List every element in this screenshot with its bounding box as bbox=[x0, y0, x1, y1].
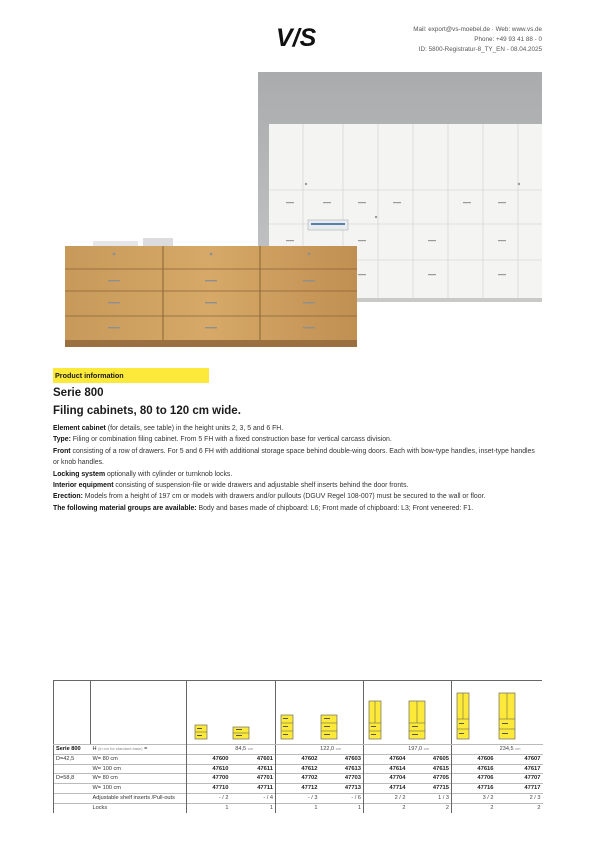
paragraph-interior: Interior equipment consisting of suspension-file or wide drawers and adjustable shelf inserts behind the door fronts. bbox=[53, 482, 409, 490]
product-code-cell: 47711 bbox=[231, 784, 276, 794]
contact-block bbox=[413, 25, 542, 55]
locks-cell: 1 bbox=[320, 803, 364, 812]
cabinet-2fh-100-icon bbox=[231, 719, 251, 741]
locks-cell: 2 bbox=[496, 803, 543, 812]
shelves-label-cell: Adjustable shelf inserts /Pull-outs bbox=[91, 793, 187, 803]
product-code-cell: 47617 bbox=[496, 764, 543, 774]
cabinet-3fh-100-icon bbox=[319, 711, 339, 741]
shelves-cell: 2 / 3 bbox=[496, 793, 543, 803]
paragraph-materials: The following material groups are available: Body and bases made of chipboard: L6; Front made of chipboard: L3; Front veneered: F1. bbox=[53, 504, 474, 512]
height-cell: 84,5 cm bbox=[187, 745, 276, 755]
cabinet-2fh-80-icon bbox=[193, 719, 209, 741]
shelves-cell: 2 / 2 bbox=[364, 793, 408, 803]
product-code-cell: 47603 bbox=[320, 754, 364, 764]
table-row bbox=[54, 784, 543, 794]
product-code-cell: 47716 bbox=[452, 784, 496, 794]
product-code-cell: 47715 bbox=[408, 784, 452, 794]
depth-group-cell bbox=[54, 784, 91, 794]
product-code-cell: 47605 bbox=[408, 754, 452, 764]
product-code-cell: 47706 bbox=[452, 774, 496, 784]
series-cell: Serie 800 bbox=[54, 745, 91, 755]
product-code-cell: 47702 bbox=[276, 774, 320, 784]
shelves-cell: - / 3 bbox=[276, 793, 320, 803]
product-code-cell: 47600 bbox=[187, 754, 231, 764]
shelves-cell: 3 / 2 bbox=[452, 793, 496, 803]
locks-cell: 1 bbox=[231, 803, 276, 812]
paragraph-element: Element cabinet (for details, see table) in the height units 2, 3, 5 and 6 FH. bbox=[53, 425, 284, 432]
height-label-cell: H (in cm for standard base) = bbox=[91, 745, 187, 755]
width-label-cell: W= 100 cm bbox=[91, 784, 187, 794]
locks-row bbox=[54, 803, 543, 812]
vs-logo bbox=[276, 24, 324, 50]
product-codes-table bbox=[53, 744, 543, 813]
product-code-cell: 47707 bbox=[496, 774, 543, 784]
product-code-cell: 47613 bbox=[320, 764, 364, 774]
product-code-cell: 47701 bbox=[231, 774, 276, 784]
svg-text:V/S: V/S bbox=[276, 24, 317, 50]
description bbox=[53, 423, 542, 514]
product-code-cell: 47712 bbox=[276, 784, 320, 794]
cabinet-5fh-100-icon bbox=[407, 697, 427, 741]
cabinet-6fh-100-icon bbox=[497, 689, 517, 741]
product-code-cell: 47610 bbox=[187, 764, 231, 774]
table-row bbox=[54, 764, 543, 774]
locks-cell: 1 bbox=[276, 803, 320, 812]
page-title: Filing cabinets, 80 to 120 cm wide. bbox=[53, 405, 241, 417]
product-code-cell: 47714 bbox=[364, 784, 408, 794]
contact-phone: Phone: +49 93 41 88 - 0 bbox=[474, 36, 542, 43]
paragraph-type: Type: Filing or combination filing cabinet. From 5 FH with a fixed construction base for vertical carcass division. bbox=[53, 436, 392, 444]
product-code-cell: 47705 bbox=[408, 774, 452, 784]
cabinet-5fh-80-icon bbox=[367, 697, 383, 741]
document-id: ID: 5800-Registratur-8_TY_EN - 08.04.2025 bbox=[418, 46, 542, 53]
product-code-cell: 47713 bbox=[320, 784, 364, 794]
product-photo bbox=[53, 72, 542, 357]
width-label-cell: W= 100 cm bbox=[91, 764, 187, 774]
height-row bbox=[54, 745, 543, 755]
shelves-cell: - / 4 bbox=[231, 793, 276, 803]
locks-label-cell: Locks bbox=[91, 803, 187, 812]
shelves-cell: 1 / 3 bbox=[408, 793, 452, 803]
product-code-cell: 47607 bbox=[496, 754, 543, 764]
depth-group-cell bbox=[54, 764, 91, 774]
product-code-cell: 47710 bbox=[187, 784, 231, 794]
height-cell: 234,5 cm bbox=[452, 745, 543, 755]
height-cell: 122,0 cm bbox=[276, 745, 364, 755]
paragraph-erection: Erection: Models from a height of 197 cm or models with drawers and/or pullouts (DGUV Regel 108-007) must be secured to the wall or floor. bbox=[53, 493, 486, 501]
product-code-cell: 47606 bbox=[452, 754, 496, 764]
product-code-cell: 47611 bbox=[231, 764, 276, 774]
product-code-cell: 47700 bbox=[187, 774, 231, 784]
cabinet-3fh-80-icon bbox=[279, 711, 295, 741]
wooden-cabinets bbox=[65, 246, 357, 347]
table-row bbox=[54, 754, 543, 764]
series-title: Serie 800 bbox=[53, 387, 104, 399]
depth-group-cell: D=42,5 bbox=[54, 754, 91, 764]
locks-cell: 2 bbox=[452, 803, 496, 812]
height-cell: 197,0 cm bbox=[364, 745, 452, 755]
shelves-cell: - / 2 bbox=[187, 793, 231, 803]
locks-cell: 2 bbox=[408, 803, 452, 812]
product-code-cell: 47612 bbox=[276, 764, 320, 774]
product-code-cell: 47704 bbox=[364, 774, 408, 784]
product-code-cell: 47601 bbox=[231, 754, 276, 764]
product-code-cell: 47703 bbox=[320, 774, 364, 784]
product-table bbox=[53, 680, 542, 813]
product-code-cell: 47614 bbox=[364, 764, 408, 774]
product-code-cell: 47602 bbox=[276, 754, 320, 764]
shelves-cell: - / 6 bbox=[320, 793, 364, 803]
width-label-cell: W= 80 cm bbox=[91, 754, 187, 764]
product-code-cell: 47616 bbox=[452, 764, 496, 774]
contact-mail: Mail: export@vs-moebel.de · Web: www.vs.de bbox=[413, 26, 542, 33]
locks-cell: 2 bbox=[364, 803, 408, 812]
paragraph-front: Front consisting of a row of drawers. For 5 and 6 FH with additional storage space behind double-wing doors. Each with bow-type handles, inset-type handles or knob handles. bbox=[53, 447, 535, 467]
width-label-cell: W= 80 cm bbox=[91, 774, 187, 784]
cabinet-6fh-80-icon bbox=[455, 689, 471, 741]
product-code-cell: 47615 bbox=[408, 764, 452, 774]
table-icons-row bbox=[53, 680, 542, 744]
table-row bbox=[54, 774, 543, 784]
shelves-row bbox=[54, 793, 543, 803]
locks-cell: 1 bbox=[187, 803, 231, 812]
product-code-cell: 47717 bbox=[496, 784, 543, 794]
paragraph-locking: Locking system optionally with cylinder or turnknob locks. bbox=[53, 470, 233, 478]
section-label: Product information bbox=[53, 368, 209, 383]
depth-group-cell: D=58,8 bbox=[54, 774, 91, 784]
product-code-cell: 47604 bbox=[364, 754, 408, 764]
